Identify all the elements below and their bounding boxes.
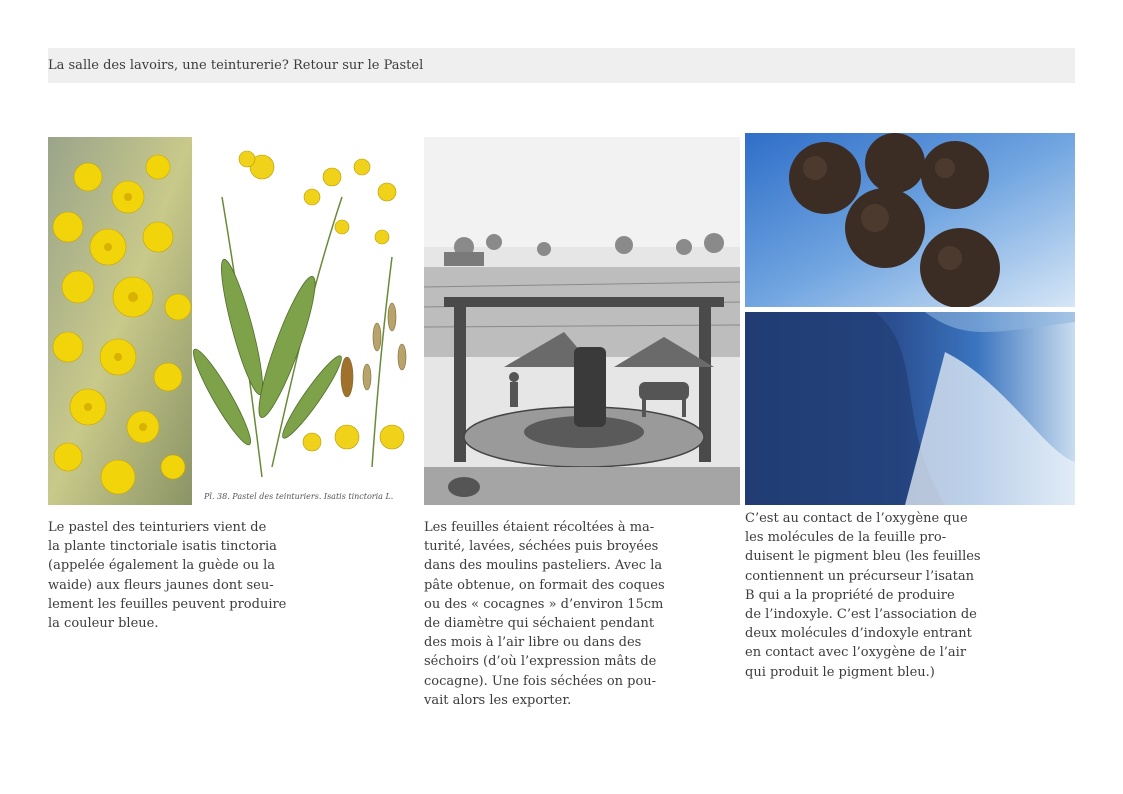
indigo-fabrics-photo [745, 312, 1075, 505]
page-title: La salle des lavoirs, une teinturerie? Retour sur le Pastel [48, 58, 424, 73]
caption-pastel-plant: Le pastel des teinturiers vient de la plante tinctoriale isatis tinctoria (appelée également la guède ou la waide) aux fleurs jaunes dont seu- lement les feuilles peuvent produire la couleur bleue. [48, 520, 287, 632]
yellow-flowers-photo [48, 137, 192, 505]
caption-blue-pigment: C’est au contact de l’oxygène que les molécules de la feuille pro- duisent le pigment bleu (les feuilles contiennent un précurseur l’isatan B qui a la propriété de produire de l’indoxyle. C’est l’association de deux molécules d’indoxyle entrant en contact avec l’oxygène de l’air qui produit le pigment bleu.) [745, 511, 981, 680]
plate-caption: Pl. 38. Pastel des teinturiers. Isatis tinctoria L. [204, 492, 394, 501]
pastel-mill-engraving [424, 137, 740, 505]
caption-pastel-mill: Les feuilles étaient récoltées à ma- turité, lavées, séchées puis broyées dans des moulins pasteliers. Avec la pâte obtenue, on formait des coques ou des « cocagnes » d’environ 15cm de diamètre qui séchaient pendant des mois à l’air libre ou dans des séchoirs (d’où l’expression mâts de cocagne). Une fois séchées on pou- vait alors les exporter. [424, 520, 665, 708]
botanical-plate-illustration [192, 137, 420, 505]
pastel-balls-photo [745, 133, 1075, 307]
header-bar [48, 48, 1075, 83]
